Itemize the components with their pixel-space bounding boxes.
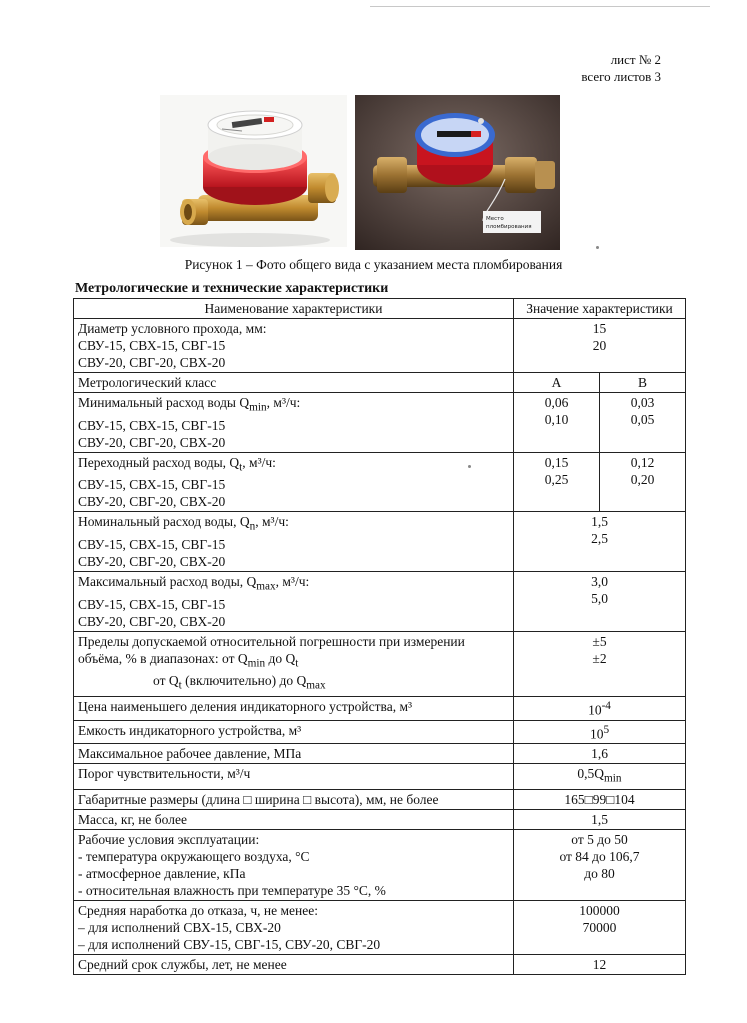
row-value <box>514 900 686 954</box>
seal-place-label-2: пломбирования <box>486 224 532 230</box>
scan-speck <box>468 465 471 468</box>
title-subscript: n <box>249 521 256 534</box>
row-value: 165□99□104 <box>514 789 686 809</box>
table-row <box>74 512 686 572</box>
row-label: Порог чувствительности, м³/ч <box>74 764 514 790</box>
table-row <box>74 631 686 696</box>
value-exponent: -4 <box>601 700 611 713</box>
class-b-value <box>600 452 686 512</box>
row-value <box>514 829 686 900</box>
line-text: объёма, % в диапазонах: от Q <box>78 650 248 666</box>
meter-seal-illustration <box>355 95 560 250</box>
row-line: - атмосферное давление, кПа <box>78 865 246 881</box>
value-line: 0,20 <box>630 471 655 487</box>
value-line: 0,15 <box>544 454 569 470</box>
table-row <box>74 572 686 632</box>
row-label: Средний срок службы, лет, не менее <box>74 954 514 974</box>
title-text: , м³/ч: <box>266 395 301 410</box>
row-value <box>514 319 686 373</box>
row-label <box>74 829 514 900</box>
line-subscript: t <box>295 657 299 670</box>
row-title <box>78 394 509 417</box>
value-line: 0,06 <box>544 395 569 410</box>
title-text: , м³/ч: <box>242 454 276 470</box>
value-line: 3,0 <box>591 574 608 590</box>
column-header-value: Значение характеристики <box>514 299 686 319</box>
title-subscript: t <box>239 461 243 474</box>
value-base: 0,5Q <box>577 766 605 782</box>
value-line: 5,0 <box>591 591 608 607</box>
row-label <box>74 319 514 373</box>
row-label <box>74 452 514 512</box>
class-a-value: A <box>514 373 600 393</box>
table-row <box>74 720 686 744</box>
line-text: (включительно) до Q <box>181 673 307 689</box>
row-label <box>74 900 514 954</box>
row-title: Диаметр условного прохода, мм: <box>78 321 267 336</box>
line-text: до Q <box>265 650 296 666</box>
table-row <box>74 789 686 809</box>
value-line: до 80 <box>584 865 615 881</box>
value-line: 100000 <box>579 902 620 918</box>
row-value: 12 <box>514 954 686 974</box>
photo-meter-general-view <box>160 95 347 247</box>
title-text: Минимальный расход воды Q <box>78 395 250 410</box>
row-title <box>78 513 509 536</box>
title-text: Максимальный расход воды, Q <box>78 574 257 590</box>
row-value <box>514 572 686 632</box>
table-row <box>74 373 686 393</box>
row-line: – для исполнений СВУ-15, СВГ-15, СВУ-20, СВГ-20 <box>78 936 381 952</box>
line-text: от Q <box>153 673 179 689</box>
seal-place-label: Место <box>486 216 504 222</box>
value-line: от 5 до 50 <box>571 831 628 847</box>
column-header-name: Наименование характеристики <box>74 299 514 319</box>
row-label <box>74 572 514 632</box>
line-subscript: max <box>306 680 326 693</box>
row-line: СВУ-15, СВХ-15, СВГ-15 <box>78 477 226 493</box>
sheet-total: всего листов 3 <box>581 69 661 84</box>
sheet-number: лист № 2 <box>610 52 661 67</box>
table-row <box>74 829 686 900</box>
table-row <box>74 452 686 512</box>
row-line <box>78 672 509 695</box>
row-value: 1,5 <box>514 809 686 829</box>
class-b-value <box>600 393 686 453</box>
row-value: 1,6 <box>514 744 686 764</box>
row-value <box>514 631 686 696</box>
title-text: Номинальный расход воды, Q <box>78 514 250 530</box>
table-row <box>74 697 686 721</box>
table-header-row <box>74 299 686 319</box>
line-subscript: t <box>178 680 182 693</box>
value-base: 10 <box>588 702 602 718</box>
row-line: СВУ-15, СВХ-15, СВГ-15 <box>78 596 226 612</box>
class-a-value <box>514 452 600 512</box>
row-label: Габаритные размеры (длина □ ширина □ высота), мм, не более <box>74 789 514 809</box>
row-label <box>74 393 514 453</box>
value-line: 1,5 <box>591 514 608 530</box>
value-line: ±5 <box>592 633 607 649</box>
scan-artifact-line <box>370 6 710 7</box>
row-label: Масса, кг, не более <box>74 809 514 829</box>
row-line: СВУ-15, СВХ-15, СВГ-15 <box>78 417 226 433</box>
row-label <box>74 512 514 572</box>
sheet-info <box>581 51 661 85</box>
row-line: СВУ-20, СВГ-20, СВХ-20 <box>78 355 226 370</box>
table-row <box>74 900 686 954</box>
row-title: Средняя наработка до отказа, ч, не менее: <box>78 902 318 918</box>
section-title: Метрологические и технические характеристики <box>75 281 389 296</box>
value-line: 0,03 <box>630 395 655 410</box>
characteristics-table <box>73 298 686 975</box>
row-line: СВУ-20, СВГ-20, СВХ-20 <box>78 434 226 450</box>
row-line: СВУ-20, СВГ-20, СВХ-20 <box>78 554 226 570</box>
scan-speck <box>596 246 599 249</box>
value-line: ±2 <box>592 650 607 666</box>
row-line: СВУ-15, СВХ-15, СВГ-15 <box>78 338 226 353</box>
value-line: 15 <box>592 321 607 336</box>
table-row <box>74 809 686 829</box>
row-label: Максимальное рабочее давление, МПа <box>74 744 514 764</box>
row-title: Пределы допускаемой относительной погрешности при измерении <box>78 633 465 649</box>
table-row <box>74 319 686 373</box>
figure-caption: Рисунок 1 – Фото общего вида с указанием места пломбирования <box>184 257 563 272</box>
title-text: , м³/ч: <box>255 514 289 530</box>
row-label <box>74 631 514 696</box>
row-value <box>514 764 686 790</box>
table-row <box>74 744 686 764</box>
row-value <box>514 720 686 744</box>
row-line <box>78 650 509 673</box>
row-line: СВУ-15, СВХ-15, СВГ-15 <box>78 537 226 553</box>
table-row <box>74 764 686 790</box>
meter-illustration <box>160 95 347 247</box>
title-subscript: min <box>249 401 267 414</box>
photo-meter-seal-place <box>355 95 560 250</box>
value-exponent: 5 <box>603 723 610 736</box>
line-subscript: min <box>247 657 266 670</box>
value-subscript: min <box>604 772 622 785</box>
value-base: 10 <box>589 726 604 742</box>
title-text: , м³/ч: <box>275 574 310 590</box>
value-line: 0,12 <box>630 454 655 470</box>
row-value <box>514 512 686 572</box>
value-line: от 84 до 106,7 <box>559 848 640 864</box>
row-label: Цена наименьшего деления индикаторного устройства, м³ <box>74 697 514 721</box>
row-line: - относительная влажность при температуре 35 °C, % <box>78 882 386 898</box>
value-line: 0,05 <box>630 412 655 427</box>
row-line: СВУ-20, СВГ-20, СВХ-20 <box>78 494 226 510</box>
row-line: - температура окружающего воздуха, °C <box>78 848 310 864</box>
value-line: 20 <box>592 338 607 353</box>
value-line: 2,5 <box>591 531 608 547</box>
table-row <box>74 954 686 974</box>
value-line: 0,10 <box>544 412 569 427</box>
row-line: – для исполнений СВХ-15, СВХ-20 <box>78 919 281 935</box>
value-line: 0,25 <box>544 471 569 487</box>
row-title <box>78 454 509 477</box>
row-title <box>78 573 509 596</box>
row-line: СВУ-20, СВГ-20, СВХ-20 <box>78 613 226 629</box>
row-label: Метрологический класс <box>74 373 514 393</box>
row-value <box>514 697 686 721</box>
row-label: Емкость индикаторного устройства, м³ <box>74 720 514 744</box>
table-row <box>74 393 686 453</box>
value-line: 70000 <box>582 919 617 935</box>
title-subscript: max <box>256 580 276 593</box>
class-a-value <box>514 393 600 453</box>
class-b-value: B <box>600 373 686 393</box>
row-title: Рабочие условия эксплуатации: <box>78 831 260 847</box>
title-text: Переходный расход воды, Q <box>78 454 240 470</box>
